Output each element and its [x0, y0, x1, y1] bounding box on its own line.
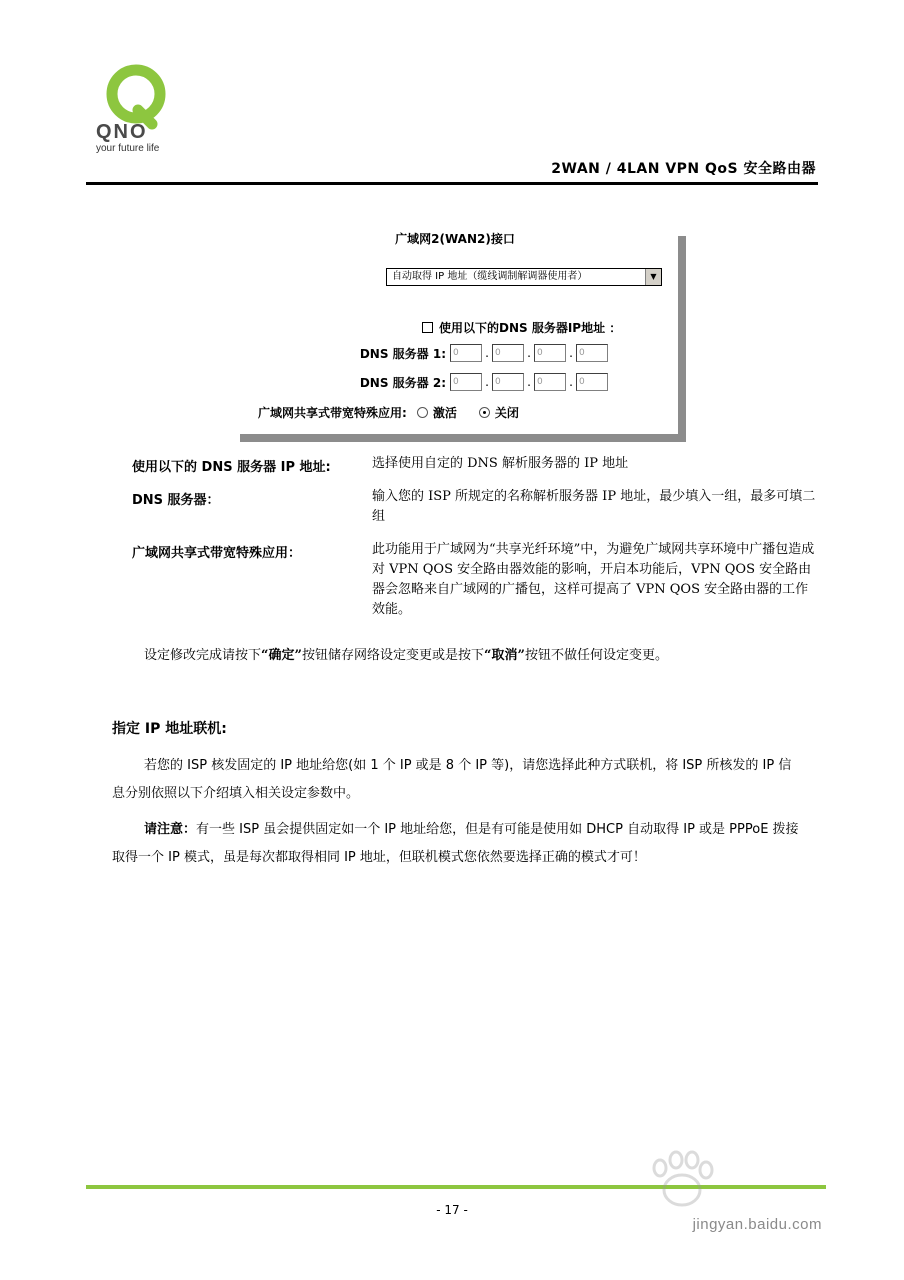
- definition-term: 使用以下的 DNS 服务器 IP 地址:: [132, 460, 331, 475]
- dns2-label: DNS 服务器 2:: [359, 375, 446, 390]
- connection-type-select[interactable]: [386, 268, 662, 286]
- section-paragraph: 若您的 ISP 核发固定的 IP 地址给您(如 1 个 IP 或是 8 个 IP 等)，请您选择此种方式联机，将 ISP 所核发的 IP 信息分别依照以下介绍填入相关设定参数中。: [112, 758, 792, 801]
- dns2-octet-3[interactable]: 0: [534, 373, 566, 391]
- enable-radio-label: 激活: [432, 406, 457, 420]
- definition-term: 广域网共享式带宽特殊应用：: [132, 546, 302, 561]
- bandwidth-label: 广域网共享式带宽特殊应用:: [258, 406, 407, 420]
- document-title: 2WAN / 4LAN VPN QoS 安全路由器: [551, 161, 816, 177]
- confirm-note: 设定修改完成请按下“确定”按钮储存网络设定变更或是按下“取消”按钮不做任何设定变更。: [144, 648, 668, 663]
- page-number: - 17 -: [436, 1203, 468, 1217]
- use-dns-option: [422, 319, 621, 336]
- use-dns-checkbox[interactable]: [422, 322, 433, 333]
- definition-desc: 选择使用自定的 DNS 解析服务器的 IP 地址: [372, 456, 629, 471]
- header-divider: [86, 182, 818, 185]
- definition-desc: 输入您的 ISP 所规定的名称解析服务器 IP 地址，最少填入一组，最多可填二组: [372, 489, 816, 524]
- use-dns-label: 使用以下的DNS 服务器IP地址 ：: [439, 321, 622, 335]
- section-note: [112, 816, 802, 872]
- chevron-down-icon[interactable]: ▼: [645, 269, 661, 285]
- dns2-octet-4[interactable]: 0: [576, 373, 608, 391]
- dns1-octet-1[interactable]: 0: [450, 344, 482, 362]
- disable-radio-label: 关闭: [494, 406, 519, 420]
- dns1-octet-3[interactable]: 0: [534, 344, 566, 362]
- dns1-octet-4[interactable]: 0: [576, 344, 608, 362]
- cancel-keyword: “取消”: [484, 648, 525, 663]
- dns2-octet-2[interactable]: 0: [492, 373, 524, 391]
- bandwidth-option: [258, 404, 519, 421]
- dns2-octet-1[interactable]: 0: [450, 373, 482, 391]
- logo-tagline: your future life: [96, 143, 160, 154]
- dns1-row: DNS 服务器 1: 0 . 0 . 0 . 0: [336, 344, 608, 362]
- dns1-label: DNS 服务器 1:: [359, 346, 446, 361]
- connection-type-value: 自动取得 IP 地址（缆线调制解调器使用者）: [392, 271, 588, 282]
- note-text: 有一些 ISP 虽会提供固定如一个 IP 地址给您，但是有可能是使用如 DHCP 自动取得 IP 或是 PPPoE 拨接取得一个 IP 模式，虽是每次都取得相同 IP 地址，但联机模式您依然要选择正确的模式才可！: [112, 822, 799, 865]
- disable-radio[interactable]: [479, 407, 490, 418]
- dns2-row: DNS 服务器 2: 0 . 0 . 0 . 0: [336, 373, 608, 391]
- section-title: 指定 IP 地址联机:: [112, 721, 227, 737]
- panel-title: 广域网2(WAN2)接口: [395, 232, 515, 246]
- confirm-keyword: “确定”: [261, 648, 302, 663]
- svg-text:QNO: QNO: [96, 121, 148, 143]
- note-label: 请注意：: [144, 822, 197, 837]
- definition-term: DNS 服务器：: [132, 493, 220, 508]
- watermark-url: jingyan.baidu.com: [692, 1216, 822, 1233]
- definition-desc: 此功能用于广域网为“共享光纤环境”中，为避免广域网共享环境中广播包造成对 VPN QOS 安全路由器效能的影响，开启本功能后，VPN QOS 安全路由器会忽略来自广域网的广播包，这样可提高了 VPN QOS 安全路由器的工作效能。: [372, 542, 815, 617]
- dns1-octet-2[interactable]: 0: [492, 344, 524, 362]
- enable-radio[interactable]: [417, 407, 428, 418]
